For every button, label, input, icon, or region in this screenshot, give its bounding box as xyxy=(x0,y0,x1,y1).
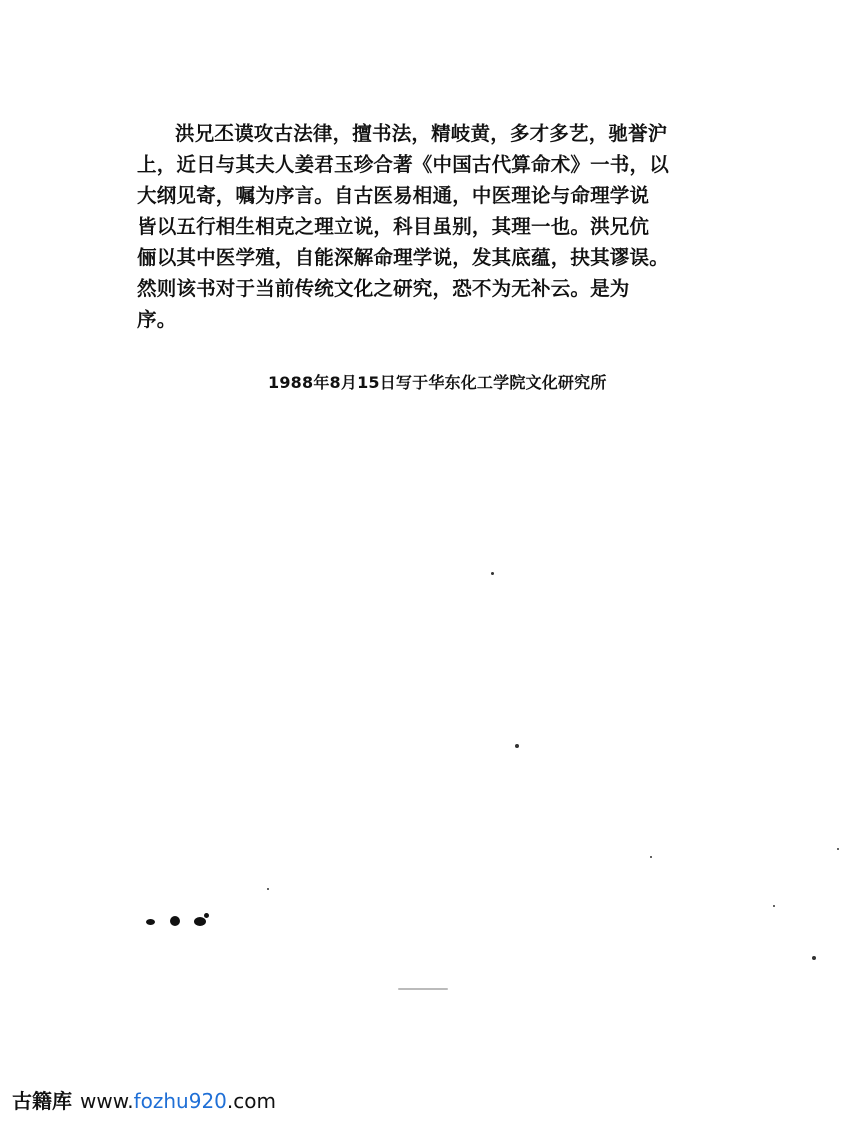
scan-speck xyxy=(812,956,816,960)
preface-line-3: 大纲见寄，嘱为序言。自古医易相通，中医理论与命理学说 xyxy=(137,184,650,207)
scan-speck xyxy=(398,988,448,990)
watermark-url-suffix: .com xyxy=(226,1089,276,1113)
preface-line-6: 然则该书对于当前传统文化之研究，恐不为无补云。是为 xyxy=(137,277,630,300)
watermark-cn: 古籍库 xyxy=(12,1089,72,1113)
preface-line-1: 洪兄丕谟攻古法律，擅书法，精岐黄，多才多艺，驰誉沪 xyxy=(175,122,668,145)
signature-line: 1988年8月15日写于华东化工学院文化研究所 xyxy=(268,373,607,392)
preface-line-2: 上，近日与其夫人姜君玉珍合著《中国古代算命术》一书，以 xyxy=(137,153,669,176)
watermark-url-prefix: www. xyxy=(80,1089,134,1113)
site-watermark xyxy=(12,1088,276,1114)
scan-speck xyxy=(515,744,519,748)
scan-speck xyxy=(491,572,494,575)
preface-body xyxy=(137,118,697,335)
scan-speck xyxy=(837,848,839,850)
scan-speck xyxy=(650,856,652,858)
preface-line-4: 皆以五行相生相克之理立说，科目虽别，其理一也。洪兄伉 xyxy=(137,215,650,238)
preface-line-5: 俪以其中医学殖，自能深解命理学说，发其底蕴，抉其谬误。 xyxy=(137,246,669,269)
preface-line-7: 序。 xyxy=(137,308,177,331)
watermark-url-highlight: fozhu920 xyxy=(133,1089,227,1113)
scan-speck xyxy=(773,905,775,907)
scan-speck xyxy=(267,888,269,890)
page-number-mark xyxy=(146,913,216,929)
